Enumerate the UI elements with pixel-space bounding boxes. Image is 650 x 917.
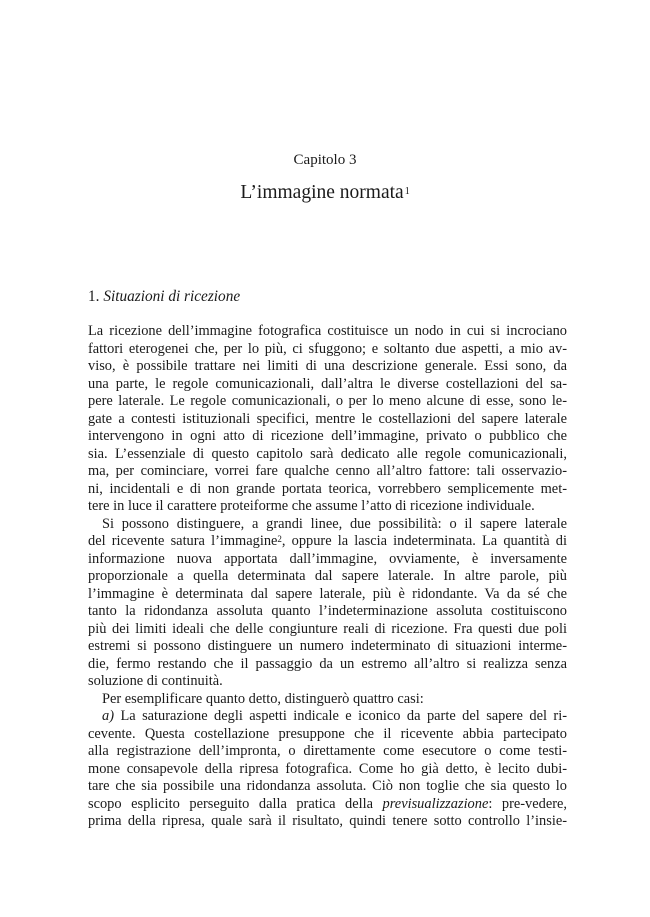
text-line-part: : pre-vedere,	[488, 795, 567, 812]
section-number: 1.	[88, 288, 100, 305]
chapter-title-text: L’immagine normata	[240, 182, 404, 203]
text-line: fattori eterogenei che, per lo più, ci sfuggono; e soltanto due aspetti, a mio av-	[88, 340, 567, 357]
chapter-title	[0, 180, 650, 206]
text-line: Per esemplificare quanto detto, distinguerò quattro casi:	[102, 690, 424, 707]
text-line-part: scopo esplicito perseguito dalla pratica della	[88, 795, 383, 812]
text-line-part: del ricevente satura l’immagine	[88, 533, 278, 549]
section-heading	[88, 287, 240, 307]
text-line: La ricezione dell’immagine fotografica costituisce un nodo in cui si incrociano	[88, 323, 567, 339]
section-title: Situazioni di ricezione	[103, 288, 241, 305]
text-line: die, fermo restando che il passaggio da un estremo all’altro si realizza senza	[88, 655, 567, 672]
text-line-part: , oppure la lascia indeterminata. La quantità di	[281, 533, 567, 549]
text-line	[88, 708, 567, 726]
text-line: alla registrazione dell’impronta, o direttamente come esecutore o come testi-	[88, 743, 567, 759]
text-line: soluzione di continuità.	[88, 673, 223, 689]
text-line	[88, 533, 567, 551]
text-line	[88, 516, 567, 534]
text-line: pere laterale. Le regole comunicazionali, o per lo meno alcune di esse, sono le-	[88, 393, 567, 409]
text-line-part: La saturazione degli aspetti indicale e iconico da parte del sapere del ri-	[114, 708, 567, 724]
footnote-marker-1: 1	[404, 186, 410, 197]
text-line: sia. L’essenziale di questo capitolo sarà dedicato alle regole comunicazionali,	[88, 445, 567, 462]
text-line: informazione nuova apportata dall’immagine, ovviamente, è inversamente	[88, 550, 567, 567]
text-line: intervengono in ogni atto di ricezione dell’immagine, privato o pubblico che	[88, 428, 567, 444]
text-line: prima della ripresa, quale sarà il risultato, quindi tenere sotto controllo l’insie-	[88, 813, 567, 829]
text-line: ni, incidentali e di non grande portata teorica, vorrebbero semplicemente met-	[88, 480, 567, 497]
text-line: proporzionale a quella determinata dal sapere laterale. In altre parole, più	[88, 568, 567, 584]
text-line: cevente. Questa costellazione presuppone che il ricevente abbia partecipato	[88, 725, 567, 742]
text-line-part: Si possono distinguere, a grandi linee, due possibilità: o il sapere laterale	[102, 515, 567, 532]
text-line: estremi si possono distinguere un numero indeterminato di situazioni interme-	[88, 638, 567, 654]
text-line: una parte, le regole comunicazionali, dall’altra le diverse costellazioni del sa-	[88, 375, 567, 392]
text-line: tere in luce il carattere proteiforme che assume l’atto di ricezione individuale.	[88, 498, 535, 514]
text-line: gate a contesti istituzionali specifici, mentre le costellazioni del sapere laterale	[88, 410, 567, 427]
chapter-label: Capitolo 3	[293, 152, 357, 168]
text-line: tanto la ridondanza assoluta quanto l’indeterminazione assoluta costituiscono	[88, 603, 567, 619]
text-line: tare che sia possibile una ridondanza assoluta. Ciò non toglie che sia questo lo	[88, 778, 567, 794]
text-line: viso, è possibile trattare nei limiti di una descrizione generale. Essi sono, da	[88, 358, 567, 374]
text-line: mone consapevole della ripresa fotografica. Come ho già detto, è lecito dubi-	[88, 760, 567, 777]
text-line	[88, 796, 567, 814]
body-text	[88, 323, 567, 831]
footnote-marker-2: 2	[277, 534, 282, 544]
text-line: ma, per cominciare, vorrei fare qualche cenno all’altro fattore: tali osservazio-	[88, 463, 567, 479]
emphasized-term: previsualizzazione	[382, 795, 489, 812]
text-line: più dei limiti ideali che delle congiunture reali di ricezione. Fra questi due poli	[88, 620, 567, 637]
text-line: l’immagine è determinata dal sapere laterale, più è ridondante. Va da sé che	[88, 585, 567, 602]
list-marker-a: a)	[102, 708, 114, 724]
